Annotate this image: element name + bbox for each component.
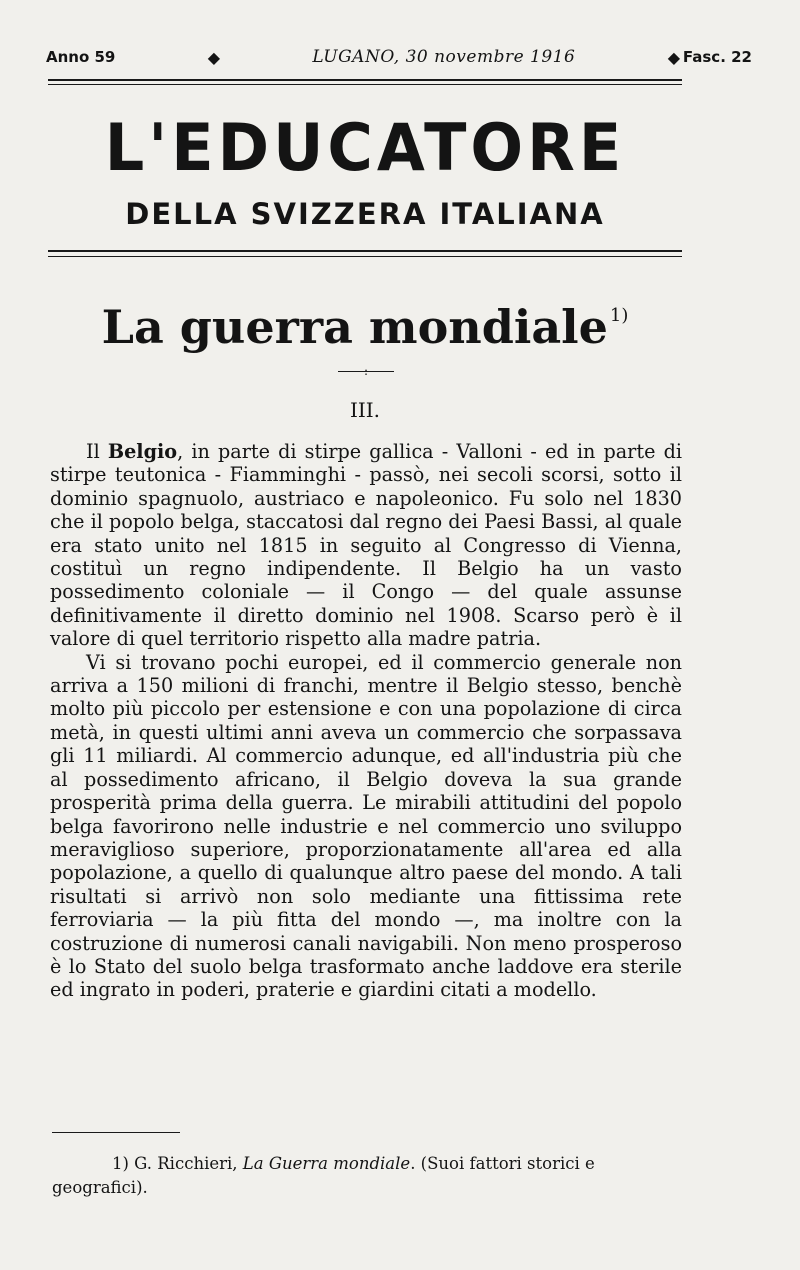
- footnote-mark: 1): [609, 305, 629, 326]
- section-number: III.: [349, 398, 381, 422]
- article-title-text: La guerra mondiale: [101, 300, 608, 354]
- footnote: [52, 1152, 684, 1200]
- article-title: [48, 286, 682, 357]
- paragraph-1-bold: Belgio: [107, 440, 178, 463]
- diamond-ornament-icon: ◆: [207, 47, 221, 67]
- diamond-ornament-icon: ◆: [667, 47, 680, 67]
- volume-number: Anno 59: [46, 48, 116, 66]
- footnote-rule: [52, 1132, 180, 1133]
- paragraph-1-text: , in parte di stirpe gallica - Valloni - ed in parte di stirpe teutonica - Fiamminghi - passò, nei secoli scorsi, sotto il dominio spagnuolo, austriaco e napoleonico. Fu solo nel 1830 che il popolo belga, staccatosi dal regno dei Paesi Bassi, al quale era stato unito nel 1815 in seguito al Congresso di Vienna, costituì un regno indipendente. Il Belgio ha un vasto possedimento coloniale — il Congo — del quale assunse definitivamente il diretto dominio nel 1908. Scarso però è il valore di quel territorio rispetto alla madre patria.: [50, 440, 682, 651]
- footnote-book-title: La Guerra mondiale: [242, 1154, 411, 1173]
- paragraph-1: [50, 440, 682, 651]
- masthead-title: L'EDUCATORE: [104, 109, 626, 186]
- masthead-subtitle: DELLA SVIZZERA ITALIANA: [125, 197, 605, 231]
- paragraph-2: Vi si trovano pochi europei, ed il commercio generale non arriva a 150 milioni di franchi, mentre il Belgio stesso, benchè molto più piccolo per estensione e con una popolazione di circa metà, in questi ultimi anni aveva un commercio che sorpassava gli 11 miliardi. Al commercio adunque, ed all'industria più che al possedimento africano, il Belgio doveva la sua grande prosperità prima della guerra. Le mirabili attitudini del popolo belga favorirono nelle industrie e nel commercio uno sviluppo meraviglioso superiore, proporzionatamente all'area ed alla popolazione, a quello di qualunque altro paese del mondo. A tali risultati si arrivò non solo mediante una fittissima rete ferroviaria — la più fitta del mondo —, ma inoltre con la costruzione di numerosi canali navigabili. Non meno prosperoso è lo Stato del suolo belga trasformato anche laddove era sterile ed ingrato in poderi, praterie e giardini citati a modello.: [50, 650, 682, 1002]
- footnote-suffix: . (Suoi fattori storici e geografici).: [52, 1154, 595, 1197]
- footnote-prefix: 1) G. Ricchieri,: [112, 1154, 238, 1173]
- separator-line: [338, 371, 394, 372]
- header-rule-thin: [48, 84, 682, 85]
- masthead-rule: [48, 250, 682, 252]
- issue-number: Fasc. 22: [682, 48, 752, 66]
- masthead-rule-thin: [48, 256, 682, 257]
- header-rule: [48, 79, 682, 81]
- place-date: LUGANO, 30 novembre 1916: [312, 47, 576, 67]
- running-header: [46, 46, 752, 68]
- article-body: [50, 440, 682, 1002]
- paragraph-1-intro: Il: [86, 440, 100, 463]
